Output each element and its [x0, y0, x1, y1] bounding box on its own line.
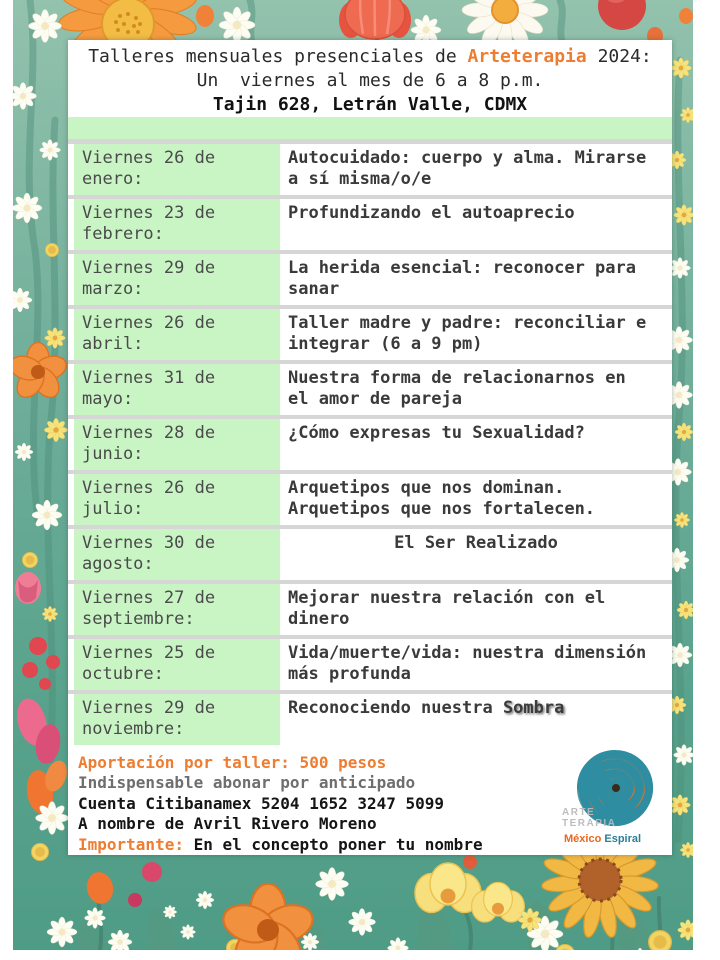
flyer-subtitle: Un viernes al mes de 6 a 8 p.m.	[196, 70, 544, 91]
topic-cell: Mejorar nuestra relación con el dinero	[288, 587, 606, 629]
date-cell: Viernes 29 de noviembre:	[74, 694, 280, 745]
topic-cell: Profundizando el autoaprecio	[288, 202, 575, 223]
table-row	[68, 529, 672, 584]
topic-cell: Taller madre y padre: reconciliar e integrar (6 a 9 pm)	[288, 312, 647, 354]
topic-cell: Autocuidado: cuerpo y alma. Mirarse a sí misma/o/e	[288, 147, 647, 189]
table-row	[68, 419, 672, 474]
topic-cell: La herida esencial: reconocer para sanar	[288, 257, 636, 299]
logo-wordmark: ARTE TERAPIA	[562, 806, 617, 829]
table-row	[68, 309, 672, 364]
flyer-card	[68, 40, 672, 855]
date-cell: Viernes 23 de febrero:	[74, 199, 280, 250]
flyer-footer	[68, 745, 672, 856]
schedule-table	[68, 144, 672, 745]
topic-cell: Arquetipos que nos dominan. Arquetipos que nos fortalecen.	[288, 477, 596, 519]
table-row	[68, 474, 672, 529]
payee-line: A nombre de Avril Rivero Moreno	[78, 814, 377, 833]
flyer-title: Talleres mensuales presenciales de Arteterapia 2024:	[88, 46, 652, 67]
topic-cell: Nuestra forma de relacionarnos en el amor de pareja	[288, 367, 626, 409]
important-label: Importante:	[78, 834, 194, 854]
arteterapia-logo	[560, 747, 656, 855]
important-line: Importante: En el concepto poner tu nombre	[78, 834, 483, 854]
title-highlight: Arteterapia	[467, 46, 587, 67]
flyer-address: Tajin 628, Letrán Valle, CDMX	[212, 94, 528, 115]
topic-cell: Reconociendo nuestra Sombra	[288, 697, 565, 718]
date-cell: Viernes 26 de enero:	[74, 144, 280, 195]
shadow-word: Sombra	[502, 697, 565, 718]
bank-account-line: Cuenta Citibanamex 5204 1652 3247 5099	[78, 793, 445, 813]
price-line: Aportación por taller: 500 pesos	[78, 752, 387, 772]
table-row	[68, 364, 672, 419]
flyer-header	[68, 40, 672, 117]
logo-brand: México Espiral	[564, 832, 642, 845]
table-row	[68, 144, 672, 199]
topic-cell: El Ser Realizado	[394, 532, 558, 553]
date-cell: Viernes 26 de julio:	[74, 474, 280, 525]
table-row	[68, 199, 672, 254]
date-cell: Viernes 29 de marzo:	[74, 254, 280, 305]
table-row	[68, 639, 672, 694]
date-cell: Viernes 27 de septiembre:	[74, 584, 280, 635]
date-cell: Viernes 28 de junio:	[74, 419, 280, 470]
date-cell: Viernes 31 de mayo:	[74, 364, 280, 415]
table-row	[68, 694, 672, 745]
date-cell: Viernes 30 de agosto:	[74, 529, 280, 580]
table-row	[68, 254, 672, 309]
green-spacer-bar	[68, 117, 672, 139]
date-cell: Viernes 25 de octubre:	[74, 639, 280, 690]
table-row	[68, 584, 672, 639]
topic-cell: ¿Cómo expresas tu Sexualidad?	[288, 422, 585, 443]
prepay-line: Indispensable abonar por anticipado	[78, 773, 416, 792]
topic-cell: Vida/muerte/vida: nuestra dimensión más profunda	[288, 642, 647, 684]
date-cell: Viernes 26 de abril:	[74, 309, 280, 360]
